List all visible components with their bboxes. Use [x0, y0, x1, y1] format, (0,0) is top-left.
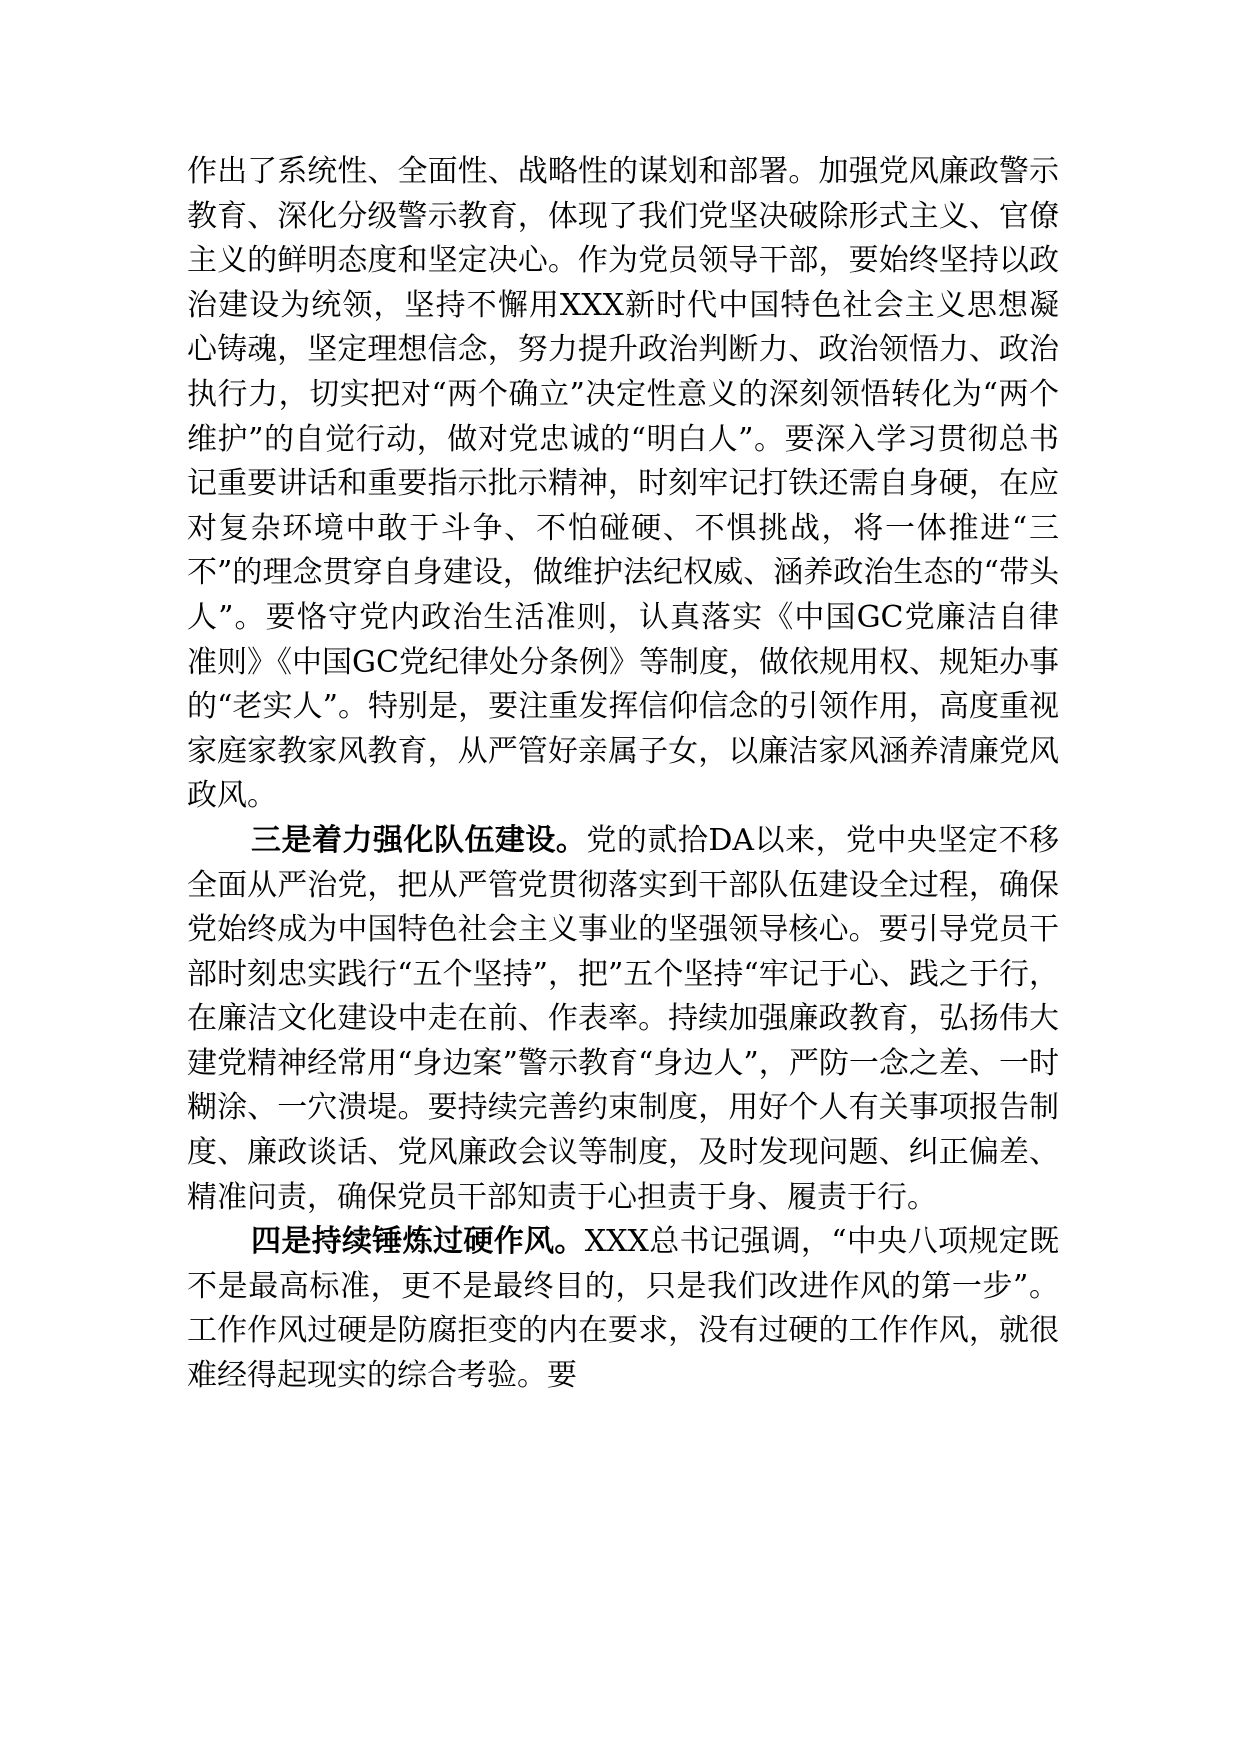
document-body — [187, 150, 1059, 1399]
paragraph-section-three — [187, 819, 1059, 1220]
section-four-body: XXX总书记强调，“中央八项规定既不是最高标准，更不是最终目的，只是我们改进作风的第一步”。工作作风过硬是防腐拒变的内在要求，没有过硬的工作作风，就很难经得起现实的综合考验。要 — [187, 1224, 1059, 1394]
paragraph-continued: 作出了系统性、全面性、战略性的谋划和部署。加强党风廉政警示教育、深化分级警示教育，体现了我们党坚决破除形式主义、官僚主义的鲜明态度和坚定决心。作为党员领导干部，要始终坚持以政治建设为统领，坚持不懈用XXX新时代中国特色社会主义思想凝心铸魂，坚定理想信念，努力提升政治判断力、政治领悟力、政治执行力，切实把对“两个确立”决定性意义的深刻领悟转化为“两个维护”的自觉行动，做对党忠诚的“明白人”。要深入学习贯彻总书记重要讲话和重要指示批示精神，时刻牢记打铁还需自身硬，在应对复杂环境中敢于斗争、不怕碰硬、不惧挑战，将一体推进“三不”的理念贯穿自身建设，做维护法纪权威、涵养政治生态的“带头人”。要恪守党内政治生活准则，认真落实《中国GC党廉洁自律准则》《中国GC党纪律处分条例》等制度，做依规用权、规矩办事的“老实人”。特别是，要注重发挥信仰信念的引领作用，高度重视家庭家教家风教育，从严管好亲属子女，以廉洁家风涵养清廉党风政风。 — [187, 154, 1059, 814]
section-three-body: 党的贰拾DA以来，党中央坚定不移全面从严治党，把从严管党贯彻落实到干部队伍建设全过程，确保党始终成为中国特色社会主义事业的坚强领导核心。要引导党员干部时刻忠实践行“五个坚持”，把”五个坚持“牢记于心、践之于行，在廉洁文化建设中走在前、作表率。持续加强廉政教育，弘扬伟大建党精神经常用“身边案”警示教育“身边人”，严防一念之差、一时糊涂、一穴溃堤。要持续完善约束制度，用好个人有关事项报告制度、廉政谈话、党风廉政会议等制度，及时发现问题、纠正偏差、精准问责，确保党员干部知责于心担责于身、履责于行。 — [187, 822, 1060, 1215]
section-four-heading: 四是持续锤炼过硬作风。 — [251, 1224, 585, 1260]
section-three-heading: 三是着力强化队伍建设。 — [251, 822, 587, 858]
paragraph-section-four — [187, 1220, 1059, 1398]
